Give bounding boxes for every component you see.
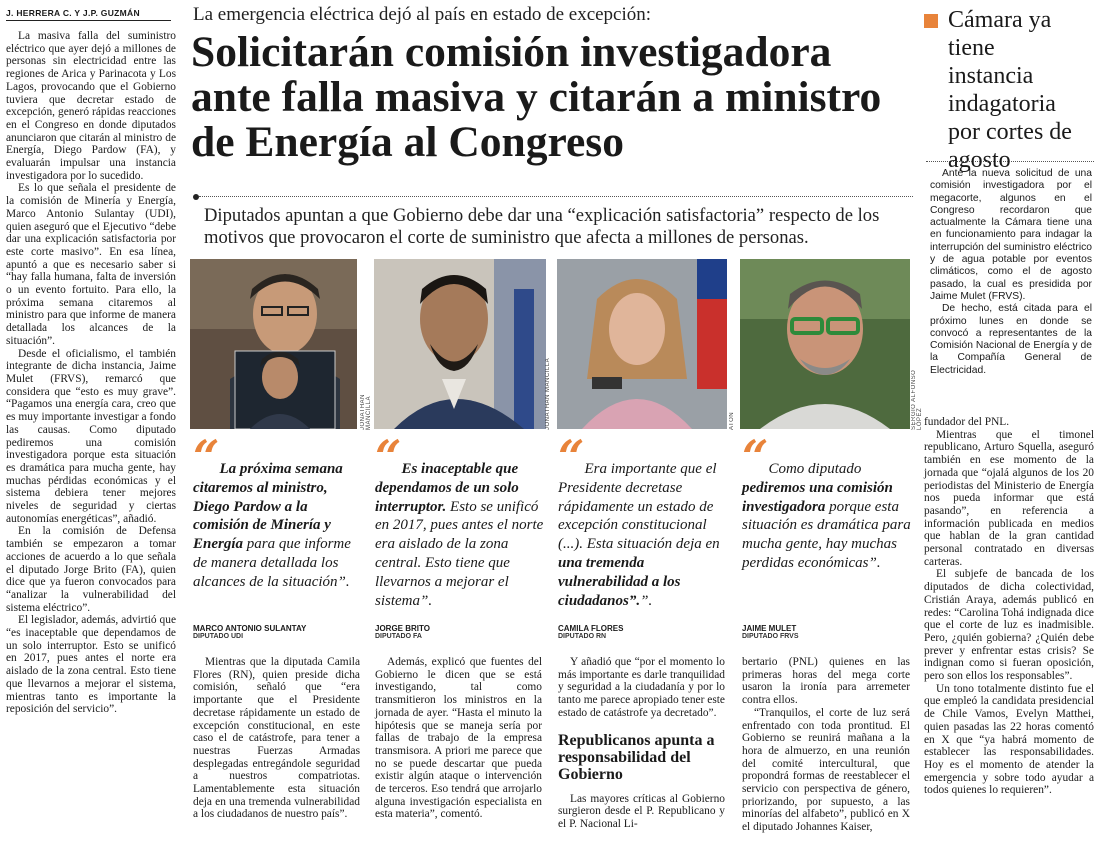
col1-paragraph-2: Es lo que señala el presidente de la comisión de Minería y Energía, Marco Antonio Sulantay (UDI), quien aseguró que el Ejecutivo “debe dar una explicación satisfactoria por este corte masivo”. En esa línea, apuntó a que es necesario saber si “hay falla humana, falta de inversión o un evento fortuito. Para ello, la próxima semana citaremos al ministro para que informe de manera detallada los alcances de la situación”. (6, 182, 176, 347)
byline: J. HERRERA C. Y J.P. GUZMÁN (6, 8, 140, 18)
quote-attribution-2 (375, 624, 545, 640)
quote-mark-icon: “ (742, 430, 769, 484)
headline: Solicitarán comisión investigadora ante falla masiva y citarán a ministro de Energía al Congreso (191, 28, 882, 166)
quote-role-3: DIPUTADO RN (558, 633, 607, 640)
col1-paragraph-5: El legislador, además, advirtió que “es inaceptable que dependamos de un solo interruptor. Esto se unificó en 2017, pues antes el norte era aislado de la zona central. Esto tiene que llevarnos a mejorar el sistema, mientras tanto es importante la reposición del servicio”. (6, 614, 176, 716)
article-column-4 (558, 656, 725, 831)
quote-block-1: “La próxima semana citaremos al ministro, Diego Pardow a la comisión de Minería y Energía para que informe de manera detallada los alcances de la situación”. (193, 430, 351, 590)
quote-attribution-1 (193, 624, 363, 640)
col5-paragraph-1: bertario (PNL) quienes en las primeras horas del mega corte usaron la ironía para arremeter contra ellos. (742, 656, 910, 707)
col5-paragraph-2: “Tranquilos, el corte de luz será enfrentado con toda prontitud. El Gobierno se reunirá mañana a la hora de almuerzo, en una reunión del comité intercultural, que propondrá formas de reestablecer el servicio con perspectiva de género, priorizando, por supuesto, a las minorías del alfabeto”, publicó en X el diputado Johannes Kaiser, (742, 706, 910, 834)
byline-rule (6, 20, 171, 21)
section-subhead: Republicanos apunta a responsabilidad del Gobierno (558, 731, 715, 783)
quote-name-2: JORGE BRITO (375, 624, 430, 633)
sidebar-paragraph-1: Ante la nueva solicitud de una comisión investigadora por el megacorte, algunos en el Congreso recordaron que actualmente la Cámara tiene una en funcionamiento para indagar la interrupción del suministro eléctrico y de agua potable por eventos climáticos, como el de agosto pasado, la cual es presidida por Jaime Mulet (FRVS). (930, 168, 1092, 302)
col1-paragraph-3: Desde el oficialismo, el también integrante de dicha instancia, Jaime Mulet (FRVS), remarcó que considera que “esto es muy grave”. “Pagamos una energía cara, creo que es muy importante investigar a fondo las causas. Como diputado pediremos una comisión investigadora porque esta situación es dramática para mucha gente, hay muchas pérdidas económicas y el sistema debiera tener mejores niveles de seguridad y ciertas autonomías energéticas”, añadió. (6, 347, 176, 525)
article-column-5 (742, 656, 910, 834)
article-column-6 (924, 416, 1094, 797)
col1-paragraph-4: En la comisión de Defensa también se empezaron a tomar acciones de acuerdo a lo que señala el diputado Jorge Brito (FA), quien dice que ya fueron convocados para “analizar la vulnerabilidad del sistema eléctrico”. (6, 525, 176, 614)
quote-mark-icon: “ (375, 430, 402, 484)
col2-paragraph: Mientras que la diputada Camila Flores (RN), quien preside dicha comisión, señaló que “era importante que el Presidente decretase rápidamente un estado de excepción constitucional, en este caso el de catástrofe, para tener a nuestras Fuerzas Armadas desplegadas entregándole seguridad a nuestros compatriotas. Lamentablemente esta situación deja en una tremenda vulnerabilidad a los ciudadanos de nuestro país”. (193, 656, 360, 821)
col4-paragraph-1: Y añadió que “por el momento lo más importante es darle tranquilidad y seguridad a la ciudadanía y por lo tanto me parece apropiado tener este estado de catástrofe ya decretado”. (558, 656, 725, 719)
quote-block-3: “Era importante que el Presidente decretase rápidamente un estado de excepción constitucional (...). Esta situación deja en una tremenda vulnerabilidad a los ciudadanos”.”. (558, 430, 720, 609)
quote-mark-icon: “ (558, 430, 585, 484)
photo-brito (374, 259, 546, 429)
kicker: La emergencia eléctrica dejó al país en estado de excepción: (193, 4, 652, 25)
photo-credit-3: ATON (729, 411, 735, 430)
photo-credit-4: SERGIO ALFONSO LÓPEZ (911, 369, 923, 430)
article-column-2 (193, 656, 360, 821)
quote-mark-icon: “ (193, 430, 220, 484)
sidebar-paragraph-2: De hecho, está citada para el próximo lunes en donde se convocó a representantes de la Comisión Nacional de Energía y de la Compañía General de Electricidad. (930, 303, 1092, 376)
col4-paragraph-2: Las mayores críticas al Gobierno surgieron desde el P. Republicano y el P. Nacional Li- (558, 792, 725, 830)
col6-paragraph-3: El subjefe de bancada de los diputados de dicha colectividad, Cristián Araya, además publicó en redes: “Carolina Tohá indignada dice que el corte de luz es inadmisible. Pero, ¿quién gobierna? ¿Quién debe prever y enfrentar estas crisis? Se indignan como si fueran oposición, pero son ellos los responsables”. (924, 568, 1094, 683)
photo-credit-2: JONATHAN MANCILLA (545, 357, 551, 430)
sidebar-body (930, 168, 1092, 377)
photo-credit-1: JONATHAN MANCILLA (360, 394, 372, 430)
photo-mulet (740, 259, 910, 429)
headline-divider (193, 196, 913, 198)
deck: Diputados apuntan a que Gobierno debe dar una “explicación satisfactoria” respecto de los motivos que provocaron el corte de suministro que afecta a millones de personas. (204, 205, 880, 248)
sidebar-box (922, 6, 1097, 406)
col6-paragraph-4: Un tono totalmente distinto fue el que empleó la candidata presidencial de Chile Vamos, Evelyn Matthei, quien pasadas las 22 horas comentó en X que “ya habrá momento de establecer las responsabilidades. Hoy es el momento de atender la emergencia y sobre todo ayudar a todos quienes lo requieren”. (924, 682, 1094, 797)
col6-paragraph-1: fundador del PNL. (924, 416, 1010, 428)
sidebar-title: Cámara ya tiene instancia indagatoria por cortes de agosto (948, 7, 1072, 173)
col1-paragraph-1: La masiva falla del suministro eléctrico que ayer dejó a millones de personas sin electricidad entre las regiones de Arica y Parinacota y Los Lagos, provocando que el Gobierno tuviera que decretar estado de excepción, generó rápidas reacciones en el Congreso en donde diputados anunciaron que citarán al ministro de Energía, Diego Pardow (FA), y evaluarán impulsar una instancia investigadora por lo sucedido. (6, 30, 176, 182)
quote-name-3: CAMILA FLORES (558, 624, 624, 633)
quote-block-4: “Como diputado pediremos una comisión investigadora porque esta situación es dramática para mucha gente, hay muchas perdidas económicas”. (742, 430, 911, 571)
photo-sulantay (190, 259, 357, 429)
article-column-1 (6, 30, 176, 716)
quote-attribution-4 (742, 624, 912, 640)
quote-block-2: “Es inaceptable que dependamos de un solo interruptor. Esto se unificó en 2017, pues antes el norte era aislado de la zona central. Esto tiene que llevarnos a mejorar el sistema”. (375, 430, 544, 609)
quote-role-1: DIPUTADO UDI (193, 633, 244, 640)
quote-role-4: DIPUTADO FRVS (742, 633, 799, 640)
quote-attribution-3 (558, 624, 728, 640)
quote-name-4: JAIME MULET (742, 624, 797, 633)
col6-paragraph-2: Mientras que el timonel republicano, Arturo Squella, aseguró también en ese momento de la jornada que “ojalá algunos de los 20 periodistas del Ministerio de Energía nos pueda informar que está pasando”, en referencia a información publicada en medios que hablan de la gran cantidad personal contratado en diversas carteras. (924, 428, 1094, 568)
sidebar-accent-square-icon (924, 14, 938, 28)
sidebar-divider (926, 161, 1094, 163)
quote-name-1: MARCO ANTONIO SULANTAY (193, 624, 307, 633)
col3-paragraph: Además, explicó que fuentes del Gobierno le dicen que se está investigando, tal como transmitieron los ministros en la jornada de ayer. “Hasta el minuto la hipótesis que se maneja sería por fallas de trabajo de la empresa transmisora. A priori me parece que no se puede descartar que pueda existir algún ataque o intervención de terceros. Eso tendrá que arrojarlo alguna investigación especialista en esta materia”, comentó. (375, 656, 542, 821)
photo-flores (557, 259, 727, 429)
quote-role-2: DIPUTADO FA (375, 633, 422, 640)
article-column-3 (375, 656, 542, 821)
